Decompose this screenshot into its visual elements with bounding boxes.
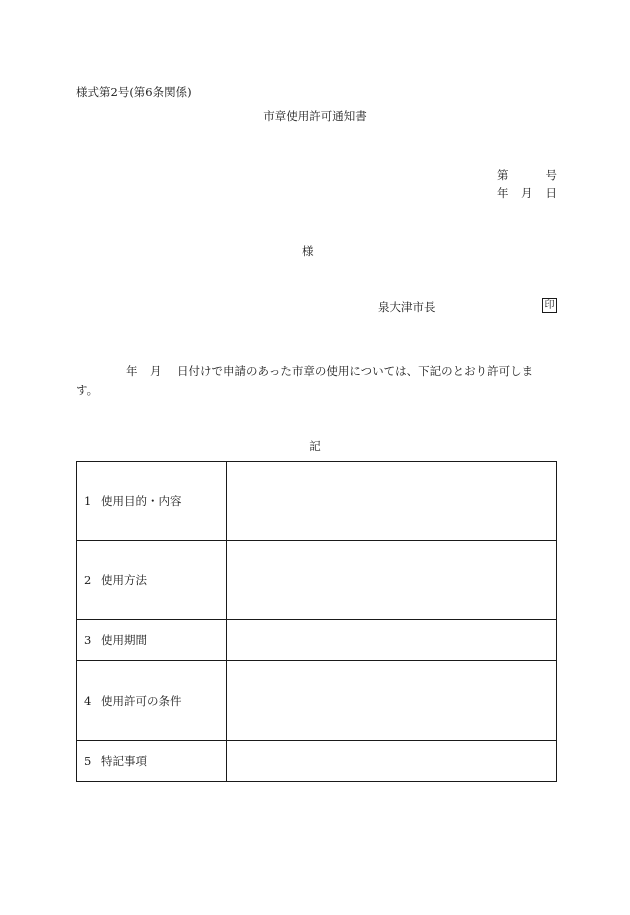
body-month: 月 (150, 364, 162, 378)
seal-mark: 印 (542, 298, 557, 313)
item-value-cell[interactable] (227, 741, 557, 782)
table-row (77, 741, 557, 782)
date-year: 年 (497, 186, 509, 200)
issuer-name: 泉大津市長 (378, 300, 436, 314)
date-day: 日 (545, 186, 557, 200)
table-row (77, 462, 557, 541)
body-line-1: 日付けで申請のあった市章の使用については、下記のとおり許可しま (177, 364, 534, 378)
number-suffix: 号 (545, 168, 557, 182)
form-number: 様式第2号(第6条関係) (76, 85, 192, 99)
item-label: 特記事項 (101, 754, 147, 768)
body-year: 年 (126, 364, 138, 378)
item-label-cell (77, 620, 227, 661)
item-label: 使用許可の条件 (101, 693, 182, 708)
item-label: 使用目的・内容 (101, 494, 182, 508)
item-label-cell (77, 661, 227, 741)
item-label-cell (77, 741, 227, 782)
document-title: 市章使用許可通知書 (263, 109, 367, 123)
item-label: 使用期間 (101, 633, 147, 647)
recipient-honorific: 様 (302, 244, 314, 258)
item-value-cell[interactable] (227, 462, 557, 541)
items-table (76, 461, 557, 782)
item-number: 2 (84, 573, 92, 587)
item-value-cell[interactable] (227, 620, 557, 661)
table-row (77, 661, 557, 741)
item-number: 1 (84, 494, 92, 508)
number-prefix: 第 (497, 168, 509, 182)
item-number: 4 (84, 693, 92, 708)
item-value-cell[interactable] (227, 661, 557, 741)
table-row (77, 620, 557, 661)
item-number: 3 (84, 633, 92, 647)
table-row (77, 541, 557, 620)
item-label-cell (77, 462, 227, 541)
body-line-2: す。 (76, 383, 99, 397)
ki-heading: 記 (309, 439, 321, 453)
item-label: 使用方法 (101, 573, 147, 587)
item-number: 5 (84, 754, 92, 768)
date-month: 月 (521, 186, 533, 200)
item-value-cell[interactable] (227, 541, 557, 620)
item-label-cell (77, 541, 227, 620)
